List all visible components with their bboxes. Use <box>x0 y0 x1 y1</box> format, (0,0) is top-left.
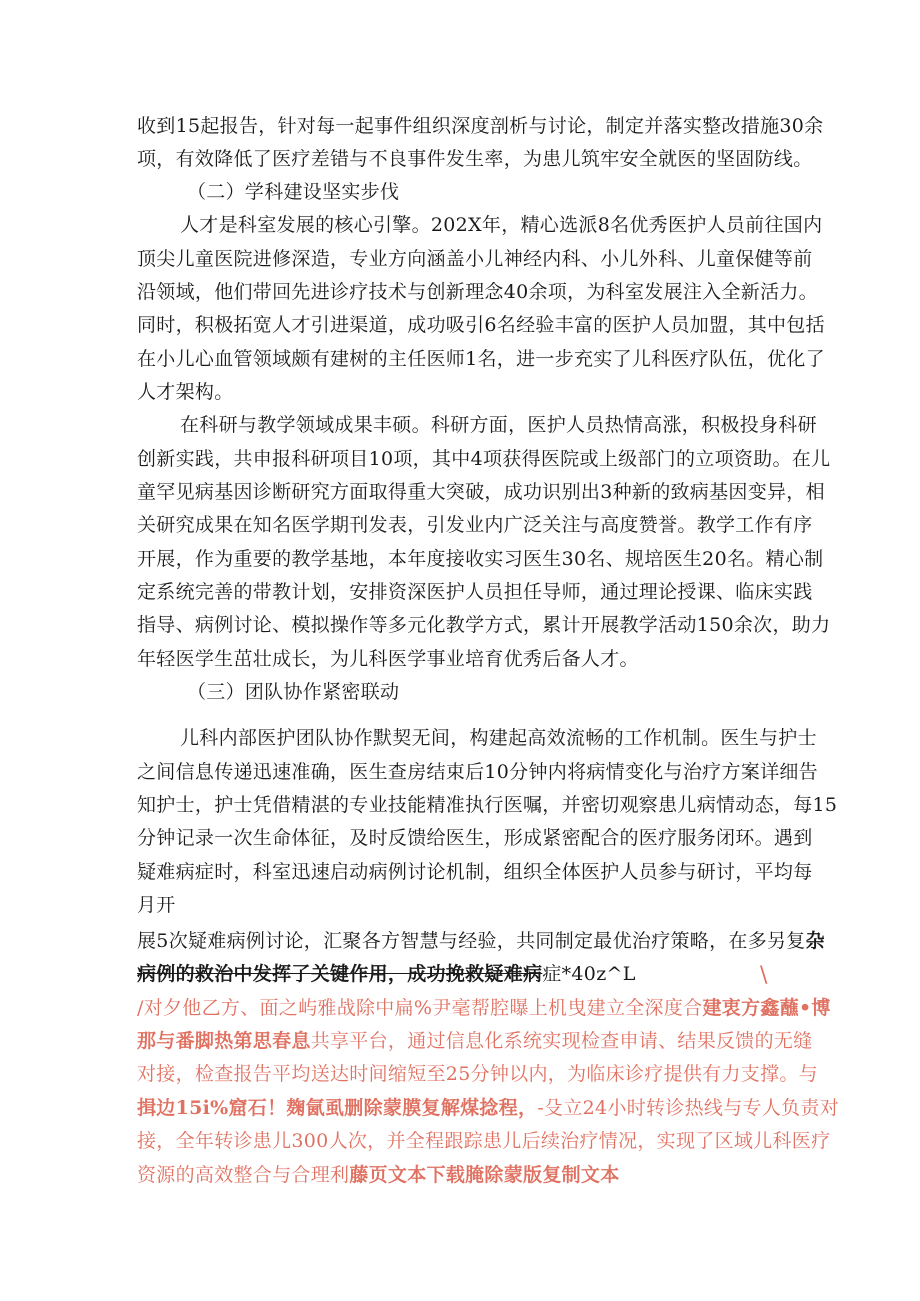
text-line: 在科研与教学领域成果丰硕。科研方面，医护人员热情高涨，积极投身科研 <box>180 414 817 436</box>
text-fragment: 共享平台，通过信息化系统实现检查申请、结果反馈的无缝 <box>310 1030 813 1052</box>
text-line: 月开 <box>137 894 176 916</box>
text-line <box>137 930 825 952</box>
text-line: 开展，作为重要的教学基地，本年度接收实习医生30名、规培医生20名。精心制 <box>137 548 824 570</box>
text-line: 分钟记录一次生命体征，及时反馈给医生，形成紧密配合的医疗服务闭环。遇到 <box>137 827 813 849</box>
text-line: 沿领域，他们带回先进诊疗技术与创新理念40余项，为科室发展注入全新活力。 <box>137 281 818 303</box>
section-heading: （三）团队协作紧密联动 <box>187 681 400 703</box>
text-line: 在小儿心血管领域颇有建树的主任医师1名，进一步充实了儿科医疗队伍，优化了 <box>137 348 825 370</box>
struck-text: 病例的救治中发挥了关键作用，成功挽救疑难病 <box>137 963 543 985</box>
text-line: 创新实践，共申报科研项目10项，其中4项获得医院或上级部门的立项资助。在儿 <box>137 448 831 470</box>
text-fragment: 藤页文本下载腌除蒙版复制文本 <box>349 1164 620 1186</box>
text-line: 人才是科室发展的核心引擎。202X年，精心选派8名优秀医护人员前往国内 <box>180 214 823 236</box>
text-line: 项，有效降低了医疗差错与不良事件发生率，为患儿筑牢安全就医的坚固防线。 <box>137 148 813 170</box>
watermark-line <box>137 997 831 1019</box>
section-heading: （二）学科建设坚实步伐 <box>187 181 400 203</box>
text-line: 童罕见病基因诊断研究方面取得重大突破，成功识别出3种新的致病基因变异，相 <box>137 481 825 503</box>
text-fragment: 展5次疑难病例讨论，汇聚各方智慧与经验，共同制定最优治疗策略，在多另复 <box>137 930 806 952</box>
text-fragment: 症*40z^L <box>542 963 636 985</box>
text-fragment: 建衷方鑫蘸•博 <box>702 997 831 1019</box>
text-fragment: 杂 <box>805 930 825 952</box>
text-line: 顶尖儿童医院进修深造，专业方向涵盖小儿神经内科、小儿外科、儿童保健等前 <box>137 248 813 270</box>
text-line: 年轻医学生茁壮成长，为儿科医学事业培育优秀后备人才。 <box>137 648 639 670</box>
watermark-line <box>137 1164 620 1186</box>
watermark-line <box>137 1097 839 1119</box>
text-fragment: 建立全深度合 <box>586 997 703 1019</box>
text-line: 指导、病例讨论、模拟操作等多元化教学方式，累计开展教学活动150余次，助力 <box>137 614 831 636</box>
stray-mark: \ <box>760 963 768 988</box>
text-line: 知护士，护士凭借精湛的专业技能精准执行医嘱，并密切观察患儿病情动态，每15 <box>137 794 838 816</box>
watermark-line <box>137 1030 813 1052</box>
text-fragment: 揖边15i%窟石！麹氤虱删除蒙膜复解煤捻程， <box>137 1097 538 1119</box>
text-line: 同时，积极拓宽人才引进渠道，成功吸引6名经验丰富的医护人员加盟，其中包括 <box>137 314 825 336</box>
watermark-line: 接，全年转诊患儿300人次，并全程跟踪患儿后续治疗情况，实现了区域儿科医疗 <box>137 1130 831 1152</box>
text-fragment: 资源的高效整合与合理利 <box>137 1164 350 1186</box>
text-line: 关研究成果在知名医学期刊发表，引发业内广泛关注与高度赞誉。教学工作有序 <box>137 514 813 536</box>
text-fragment: -殳立24小时转诊热线与专人负责对 <box>537 1097 840 1119</box>
text-line: 人才架构。 <box>137 381 234 403</box>
text-fragment: /对夕他乙方、面之屿雅战除中扁%尹毫帮腔曝上机曳 <box>137 997 587 1019</box>
text-line <box>137 963 636 985</box>
watermark-line: 对接，检查报告平均送达时间缩短至25分钟以内，为临床诊疗提供有力支撑。与 <box>137 1063 818 1085</box>
text-line: 定系统完善的带教计划，安排资深医护人员担任导师，通过理论授课、临床实践 <box>137 581 813 603</box>
text-line: 收到15起报告，针对每一起事件组织深度剖析与讨论，制定并落实整改措施30余 <box>137 115 824 137</box>
text-line: 疑难病症时，科室迅速启动病例讨论机制，组织全体医护人员参与研讨，平均每 <box>137 861 813 883</box>
text-line: 儿科内部医护团队协作默契无间，构建起高效流畅的工作机制。医生与护士 <box>180 727 817 749</box>
text-line: 之间信息传递迅速准确，医生查房结束后10分钟内将病情变化与治疗方案详细告 <box>137 761 818 783</box>
text-fragment: 那与番脚热第思春息 <box>137 1030 311 1052</box>
